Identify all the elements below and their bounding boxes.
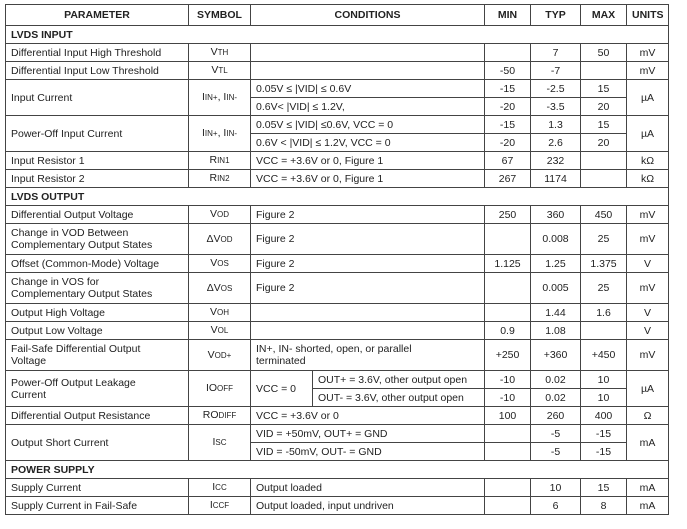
table-row [6,80,669,98]
min-cell [485,224,531,255]
conditions-cell: Output loaded [251,479,485,497]
units-cell: mV [627,273,669,304]
conditions-cell: 0.6V< |VID| ≤ 1.2V, [251,98,485,116]
conditions-cell: 0.6V < |VID| ≤ 1.2V, VCC = 0 [251,134,485,152]
section-row [6,26,669,44]
max-cell: 25 [581,273,627,304]
max-cell: 10 [581,371,627,389]
symbol-cell: ISC [189,425,251,461]
min-cell: +250 [485,340,531,371]
conditions-cell [251,322,485,340]
units-cell: mV [627,206,669,224]
symbol-cell: VOD [189,206,251,224]
max-cell: 450 [581,206,627,224]
units-cell: mA [627,497,669,515]
param-cell: Power-Off Output Leakage Current [6,371,189,407]
conditions-cell: IN+, IN- shorted, open, or parallel terminated [251,340,485,371]
units-cell: kΩ [627,152,669,170]
section-power-supply: POWER SUPPLY [6,461,669,479]
max-cell: -15 [581,443,627,461]
max-cell: +450 [581,340,627,371]
symbol-cell: RIN1 [189,152,251,170]
conditions-cell: VCC = 0 [251,371,313,407]
header-max: MAX [581,5,627,26]
table-row [6,170,669,188]
table-row [6,116,669,134]
max-cell: 25 [581,224,627,255]
min-cell [485,497,531,515]
max-cell: 15 [581,80,627,98]
units-cell: mV [627,224,669,255]
max-cell [581,152,627,170]
conditions-cell [251,44,485,62]
max-cell: 20 [581,98,627,116]
table-row [6,497,669,515]
max-cell [581,322,627,340]
max-cell [581,170,627,188]
min-cell: -20 [485,134,531,152]
conditions-cell: VCC = +3.6V or 0, Figure 1 [251,152,485,170]
param-cell: Power-Off Input Current [6,116,189,152]
min-cell [485,304,531,322]
symbol-cell: ΔVOS [189,273,251,304]
conditions-cell: VCC = +3.6V or 0 [251,407,485,425]
units-cell: mA [627,479,669,497]
symbol-cell: VOD+ [189,340,251,371]
min-cell: -15 [485,116,531,134]
param-cell: Supply Current [6,479,189,497]
header-parameter: PARAMETER [6,5,189,26]
max-cell: 15 [581,479,627,497]
units-cell: mV [627,62,669,80]
typ-cell: 0.005 [531,273,581,304]
min-cell: 0.9 [485,322,531,340]
conditions-cell [251,62,485,80]
table-row [6,371,669,389]
param-cell: Input Resistor 1 [6,152,189,170]
symbol-cell: IIN+, IIN- [189,116,251,152]
units-cell: µA [627,80,669,116]
units-cell: V [627,322,669,340]
typ-cell: 260 [531,407,581,425]
param-cell: Differential Output Resistance [6,407,189,425]
electrical-characteristics-table [5,4,669,515]
max-cell: 1.6 [581,304,627,322]
conditions-cell: Figure 2 [251,255,485,273]
conditions-cell: VID = -50mV, OUT- = GND [251,443,485,461]
table-row [6,206,669,224]
symbol-cell: RODIFF [189,407,251,425]
max-cell: 8 [581,497,627,515]
units-cell: Ω [627,407,669,425]
symbol-cell: VOL [189,322,251,340]
max-cell [581,62,627,80]
table-row [6,255,669,273]
table-row [6,62,669,80]
conditions-cell: Figure 2 [251,224,485,255]
symbol-cell: IIN+, IIN- [189,80,251,116]
units-cell: V [627,304,669,322]
param-cell: Offset (Common-Mode) Voltage [6,255,189,273]
typ-cell: -5 [531,443,581,461]
conditions-cell: 0.05V ≤ |VID| ≤0.6V, VCC = 0 [251,116,485,134]
typ-cell: -5 [531,425,581,443]
param-cell: Output High Voltage [6,304,189,322]
param-cell: Fail-Safe Differential Output Voltage [6,340,189,371]
symbol-cell: VOS [189,255,251,273]
min-cell: 67 [485,152,531,170]
table-row [6,152,669,170]
max-cell: -15 [581,425,627,443]
typ-cell: 1174 [531,170,581,188]
conditions-cell: Figure 2 [251,206,485,224]
typ-cell: 0.02 [531,371,581,389]
param-cell: Output Short Current [6,425,189,461]
symbol-cell: ΔVOD [189,224,251,255]
param-cell: Output Low Voltage [6,322,189,340]
header-units: UNITS [627,5,669,26]
header-row [6,5,669,26]
min-cell: 100 [485,407,531,425]
max-cell: 400 [581,407,627,425]
min-cell: -10 [485,389,531,407]
header-symbol: SYMBOL [189,5,251,26]
min-cell: 250 [485,206,531,224]
typ-cell: 0.02 [531,389,581,407]
min-cell: 267 [485,170,531,188]
symbol-cell: ICC [189,479,251,497]
param-cell: Supply Current in Fail-Safe [6,497,189,515]
min-cell: -50 [485,62,531,80]
section-lvds-input: LVDS INPUT [6,26,669,44]
section-row [6,188,669,206]
units-cell: kΩ [627,170,669,188]
min-cell: -15 [485,80,531,98]
typ-cell: -3.5 [531,98,581,116]
max-cell: 10 [581,389,627,407]
param-cell: Input Resistor 2 [6,170,189,188]
units-cell: µA [627,116,669,152]
table-row [6,425,669,443]
table-row [6,273,669,304]
typ-cell: 6 [531,497,581,515]
param-cell: Change in VOD Between Complementary Output States [6,224,189,255]
min-cell: 1.125 [485,255,531,273]
typ-cell: 1.3 [531,116,581,134]
typ-cell: -2.5 [531,80,581,98]
typ-cell: 232 [531,152,581,170]
table-row [6,304,669,322]
typ-cell: 360 [531,206,581,224]
symbol-cell: VTH [189,44,251,62]
min-cell [485,479,531,497]
min-cell: -20 [485,98,531,116]
min-cell [485,273,531,304]
max-cell: 20 [581,134,627,152]
table-row [6,340,669,371]
param-cell: Differential Output Voltage [6,206,189,224]
units-cell: mV [627,340,669,371]
typ-cell: 2.6 [531,134,581,152]
symbol-cell: RIN2 [189,170,251,188]
max-cell: 1.375 [581,255,627,273]
conditions-cell: Figure 2 [251,273,485,304]
symbol-cell: ICCF [189,497,251,515]
max-cell: 15 [581,116,627,134]
conditions-cell: OUT+ = 3.6V, other output open [313,371,485,389]
typ-cell: 1.44 [531,304,581,322]
header-min: MIN [485,5,531,26]
table-row [6,479,669,497]
conditions-cell: 0.05V ≤ |VID| ≤ 0.6V [251,80,485,98]
typ-cell: -7 [531,62,581,80]
conditions-cell: OUT- = 3.6V, other output open [313,389,485,407]
units-cell: V [627,255,669,273]
typ-cell: 7 [531,44,581,62]
min-cell [485,425,531,443]
units-cell: µA [627,371,669,407]
typ-cell: 10 [531,479,581,497]
units-cell: mV [627,44,669,62]
symbol-cell: VTL [189,62,251,80]
header-typ: TYP [531,5,581,26]
min-cell: -10 [485,371,531,389]
units-cell: mA [627,425,669,461]
symbol-cell: VOH [189,304,251,322]
table-row [6,407,669,425]
min-cell [485,443,531,461]
typ-cell: 1.08 [531,322,581,340]
typ-cell: 0.008 [531,224,581,255]
table-row [6,322,669,340]
header-conditions: CONDITIONS [251,5,485,26]
conditions-cell: VCC = +3.6V or 0, Figure 1 [251,170,485,188]
conditions-cell [251,304,485,322]
typ-cell: 1.25 [531,255,581,273]
section-row [6,461,669,479]
table-row [6,224,669,255]
max-cell: 50 [581,44,627,62]
param-cell: Input Current [6,80,189,116]
param-cell: Differential Input Low Threshold [6,62,189,80]
conditions-cell: Output loaded, input undriven [251,497,485,515]
table-row [6,44,669,62]
symbol-cell: IOOFF [189,371,251,407]
param-cell: Change in VOS for Complementary Output States [6,273,189,304]
section-lvds-output: LVDS OUTPUT [6,188,669,206]
min-cell [485,44,531,62]
typ-cell: +360 [531,340,581,371]
conditions-cell: VID = +50mV, OUT+ = GND [251,425,485,443]
param-cell: Differential Input High Threshold [6,44,189,62]
